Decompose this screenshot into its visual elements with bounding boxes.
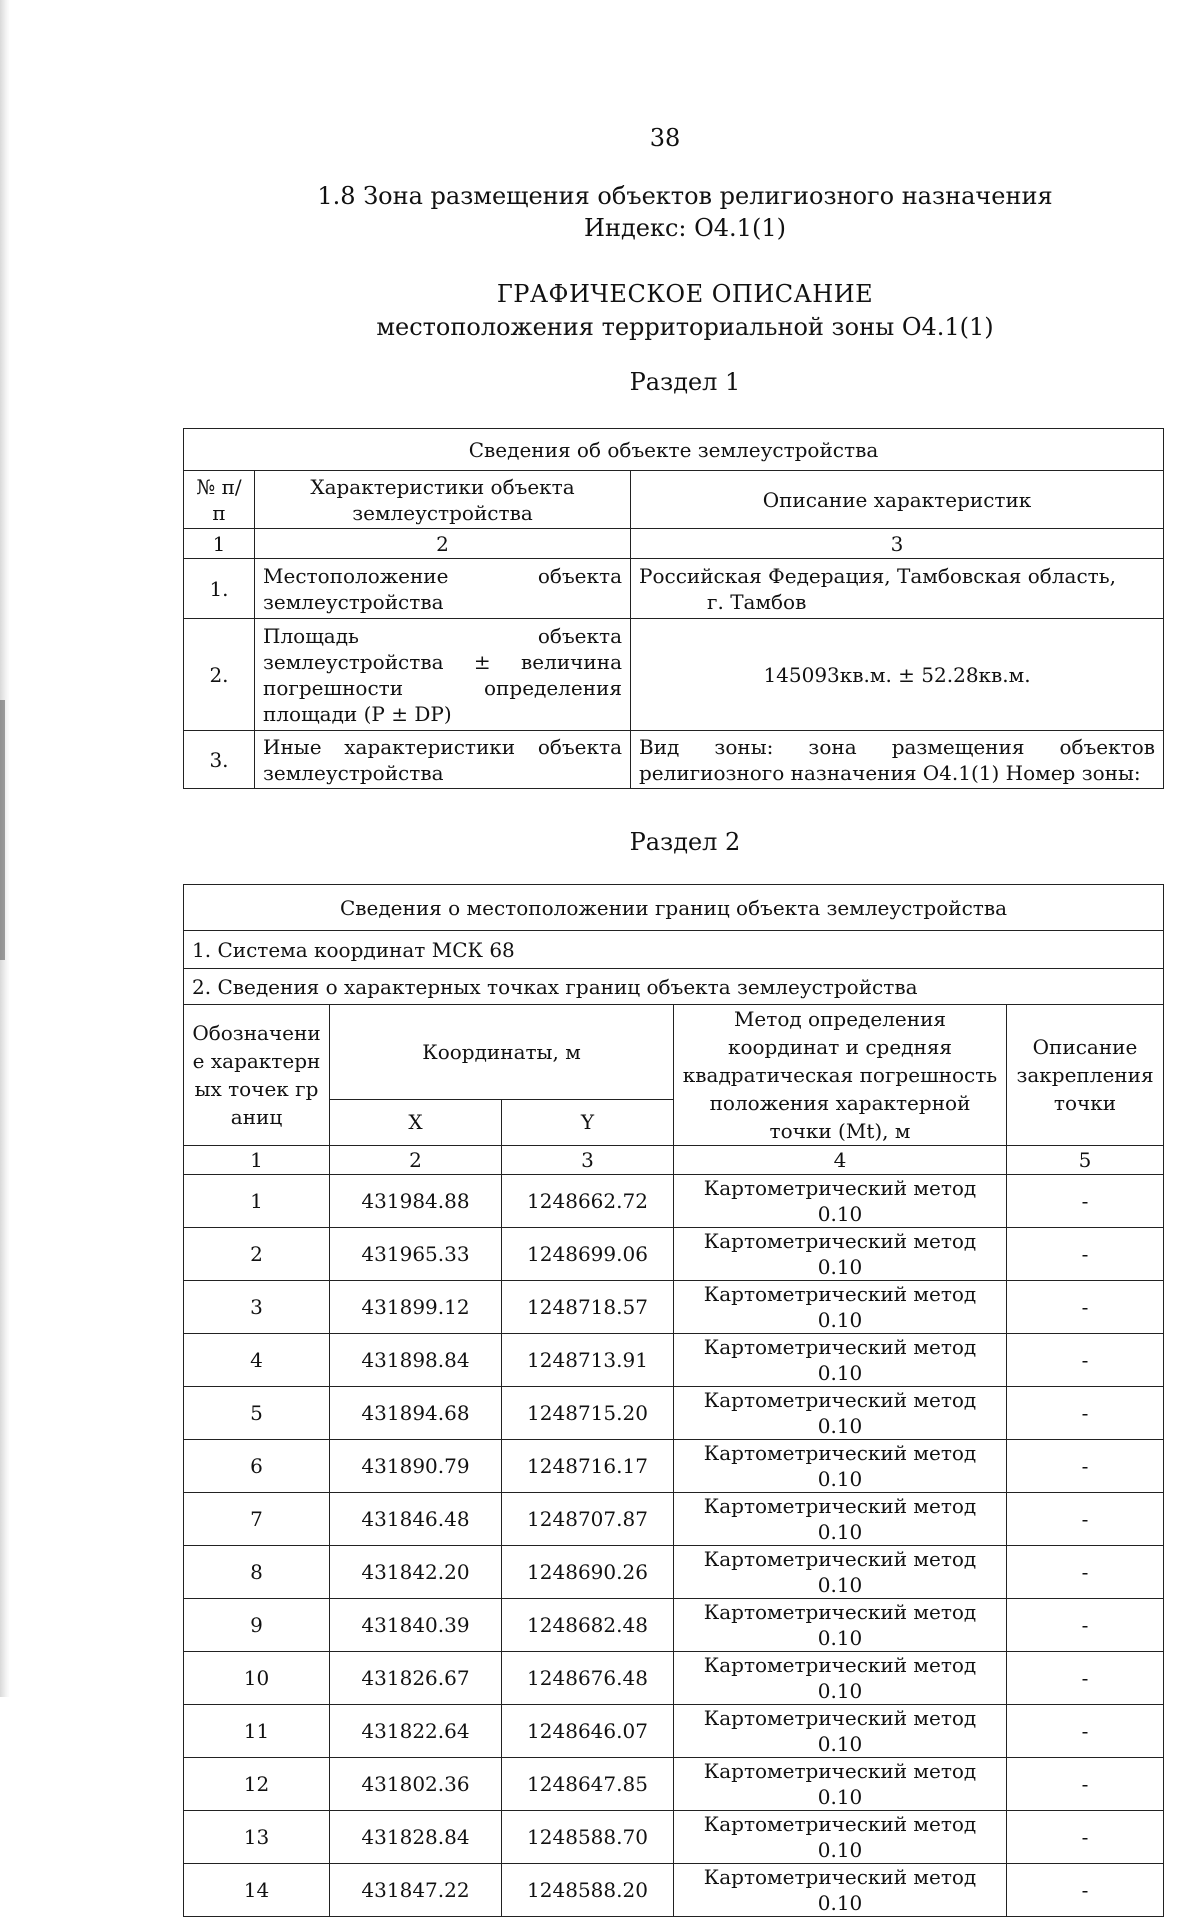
col-header-num: № п/п [184,471,255,529]
point-y: 1248682.48 [502,1599,674,1652]
point-id: 9 [184,1599,330,1652]
col-header-method: Метод определения координат и средняя квадратическая погрешность положения характерной точки (Мt), м [674,1005,1007,1146]
point-x: 431828.84 [330,1811,502,1864]
point-id: 8 [184,1546,330,1599]
point-fixing: - [1007,1811,1164,1864]
table-row [184,1334,1164,1387]
point-y: 1248690.26 [502,1546,674,1599]
point-y: 1248646.07 [502,1705,674,1758]
point-fixing: - [1007,1599,1164,1652]
point-method: Картометрический метод 0.10 [674,1175,1007,1228]
point-id: 7 [184,1493,330,1546]
table-row [184,1493,1164,1546]
point-method: Картометрический метод 0.10 [674,1652,1007,1705]
table-row [184,1546,1164,1599]
section1-table [183,428,1164,789]
point-method: Картометрический метод 0.10 [674,1387,1007,1440]
point-fixing: - [1007,1546,1164,1599]
point-fixing: - [1007,1281,1164,1334]
point-x: 431984.88 [330,1175,502,1228]
coordinate-system: 1. Система координат МСК 68 [184,931,1164,969]
row-num: 1. [184,559,255,619]
point-fixing: - [1007,1175,1164,1228]
scan-edge-mark [0,700,5,960]
description-line: г. Тамбов [707,590,807,614]
col-header-y: Y [502,1099,674,1145]
point-x: 431802.36 [330,1758,502,1811]
point-x: 431894.68 [330,1387,502,1440]
table-row [184,731,1164,789]
section2-table [183,884,1164,1917]
location-subtitle: местоположения территориальной зоны О4.1(1) [376,313,994,341]
col-number-3: 3 [631,529,1164,559]
graphic-description-title: ГРАФИЧЕСКОЕ ОПИСАНИЕ [496,280,874,308]
point-id: 11 [184,1705,330,1758]
row-characteristic: Площадь объекта землеустройства ± величина погрешности определения площади (Р ± DР) [255,619,631,731]
table-row [184,1228,1164,1281]
point-x: 431846.48 [330,1493,502,1546]
col-number-2: 2 [330,1146,502,1175]
point-y: 1248588.70 [502,1811,674,1864]
point-method: Картометрический метод 0.10 [674,1758,1007,1811]
point-id: 5 [184,1387,330,1440]
row-num: 3. [184,731,255,789]
point-method: Картометрический метод 0.10 [674,1705,1007,1758]
zone-index: Индекс: О4.1(1) [584,214,786,242]
point-method: Картометрический метод 0.10 [674,1493,1007,1546]
col-header-point: Обозначение характерных точек границ [184,1005,330,1146]
point-method: Картометрический метод 0.10 [674,1864,1007,1917]
point-id: 14 [184,1864,330,1917]
table-row [184,1175,1164,1228]
point-y: 1248718.57 [502,1281,674,1334]
col-number-4: 4 [674,1146,1007,1175]
point-id: 1 [184,1175,330,1228]
table-row [184,1758,1164,1811]
section2-heading: Раздел 2 [629,828,741,856]
point-y: 1248707.87 [502,1493,674,1546]
point-x: 431842.20 [330,1546,502,1599]
row-description: 145093кв.м. ± 52.28кв.м. [631,619,1164,731]
col-number-3: 3 [502,1146,674,1175]
point-x: 431898.84 [330,1334,502,1387]
points-heading: 2. Сведения о характерных точках границ объекта землеустройства [184,969,1164,1005]
point-x: 431890.79 [330,1440,502,1493]
point-x: 431822.64 [330,1705,502,1758]
section2-table-title: Сведения о местоположении границ объекта землеустройства [184,885,1164,931]
point-fixing: - [1007,1758,1164,1811]
point-id: 2 [184,1228,330,1281]
table-row [184,1387,1164,1440]
row-characteristic: Иные характеристики объекта землеустройства [255,731,631,789]
point-x: 431826.67 [330,1652,502,1705]
table-row [184,1440,1164,1493]
point-method: Картометрический метод 0.10 [674,1599,1007,1652]
point-method: Картометрический метод 0.10 [674,1440,1007,1493]
point-fixing: - [1007,1705,1164,1758]
col-header-fixing: Описание закрепления точки [1007,1005,1164,1146]
col-header-characteristic: Характеристики объекта землеустройства [255,471,631,529]
zone-title: 1.8 Зона размещения объектов религиозного назначения [317,182,1053,210]
point-method: Картометрический метод 0.10 [674,1334,1007,1387]
point-x: 431899.12 [330,1281,502,1334]
point-fixing: - [1007,1864,1164,1917]
point-method: Картометрический метод 0.10 [674,1228,1007,1281]
row-num: 2. [184,619,255,731]
point-id: 10 [184,1652,330,1705]
page-number: 38 [649,124,681,152]
point-y: 1248699.06 [502,1228,674,1281]
row-description [631,559,1164,619]
col-header-description: Описание характеристик [631,471,1164,529]
point-y: 1248647.85 [502,1758,674,1811]
point-fixing: - [1007,1440,1164,1493]
points-table-body [184,1175,1164,1917]
row-description: Вид зоны: зона размещения объектов религиозного назначения О4.1(1) Номер зоны: [631,731,1164,789]
point-method: Картометрический метод 0.10 [674,1811,1007,1864]
point-x: 431840.39 [330,1599,502,1652]
point-method: Картометрический метод 0.10 [674,1281,1007,1334]
col-header-coordinates: Координаты, м [330,1005,674,1100]
point-id: 13 [184,1811,330,1864]
point-y: 1248588.20 [502,1864,674,1917]
point-id: 6 [184,1440,330,1493]
point-fixing: - [1007,1228,1164,1281]
col-number-5: 5 [1007,1146,1164,1175]
point-fixing: - [1007,1493,1164,1546]
point-y: 1248715.20 [502,1387,674,1440]
description-line: Российская Федерация, Тамбовская область, [639,564,1116,588]
point-y: 1248662.72 [502,1175,674,1228]
col-number-1: 1 [184,529,255,559]
point-id: 12 [184,1758,330,1811]
point-y: 1248716.17 [502,1440,674,1493]
section1-heading: Раздел 1 [629,368,741,396]
point-fixing: - [1007,1387,1164,1440]
row-characteristic: Местоположение объекта землеустройства [255,559,631,619]
table-row [184,1281,1164,1334]
point-fixing: - [1007,1334,1164,1387]
col-number-1: 1 [184,1146,330,1175]
point-y: 1248676.48 [502,1652,674,1705]
point-x: 431847.22 [330,1864,502,1917]
col-number-2: 2 [255,529,631,559]
table-row [184,1811,1164,1864]
point-x: 431965.33 [330,1228,502,1281]
table-row [184,619,1164,731]
col-header-x: X [330,1099,502,1145]
table-row [184,1599,1164,1652]
section1-table-title: Сведения об объекте землеустройства [184,429,1164,471]
point-id: 4 [184,1334,330,1387]
point-method: Картометрический метод 0.10 [674,1546,1007,1599]
point-id: 3 [184,1281,330,1334]
table-row [184,559,1164,619]
table-row [184,1864,1164,1917]
point-y: 1248713.91 [502,1334,674,1387]
point-fixing: - [1007,1652,1164,1705]
table-row [184,1705,1164,1758]
